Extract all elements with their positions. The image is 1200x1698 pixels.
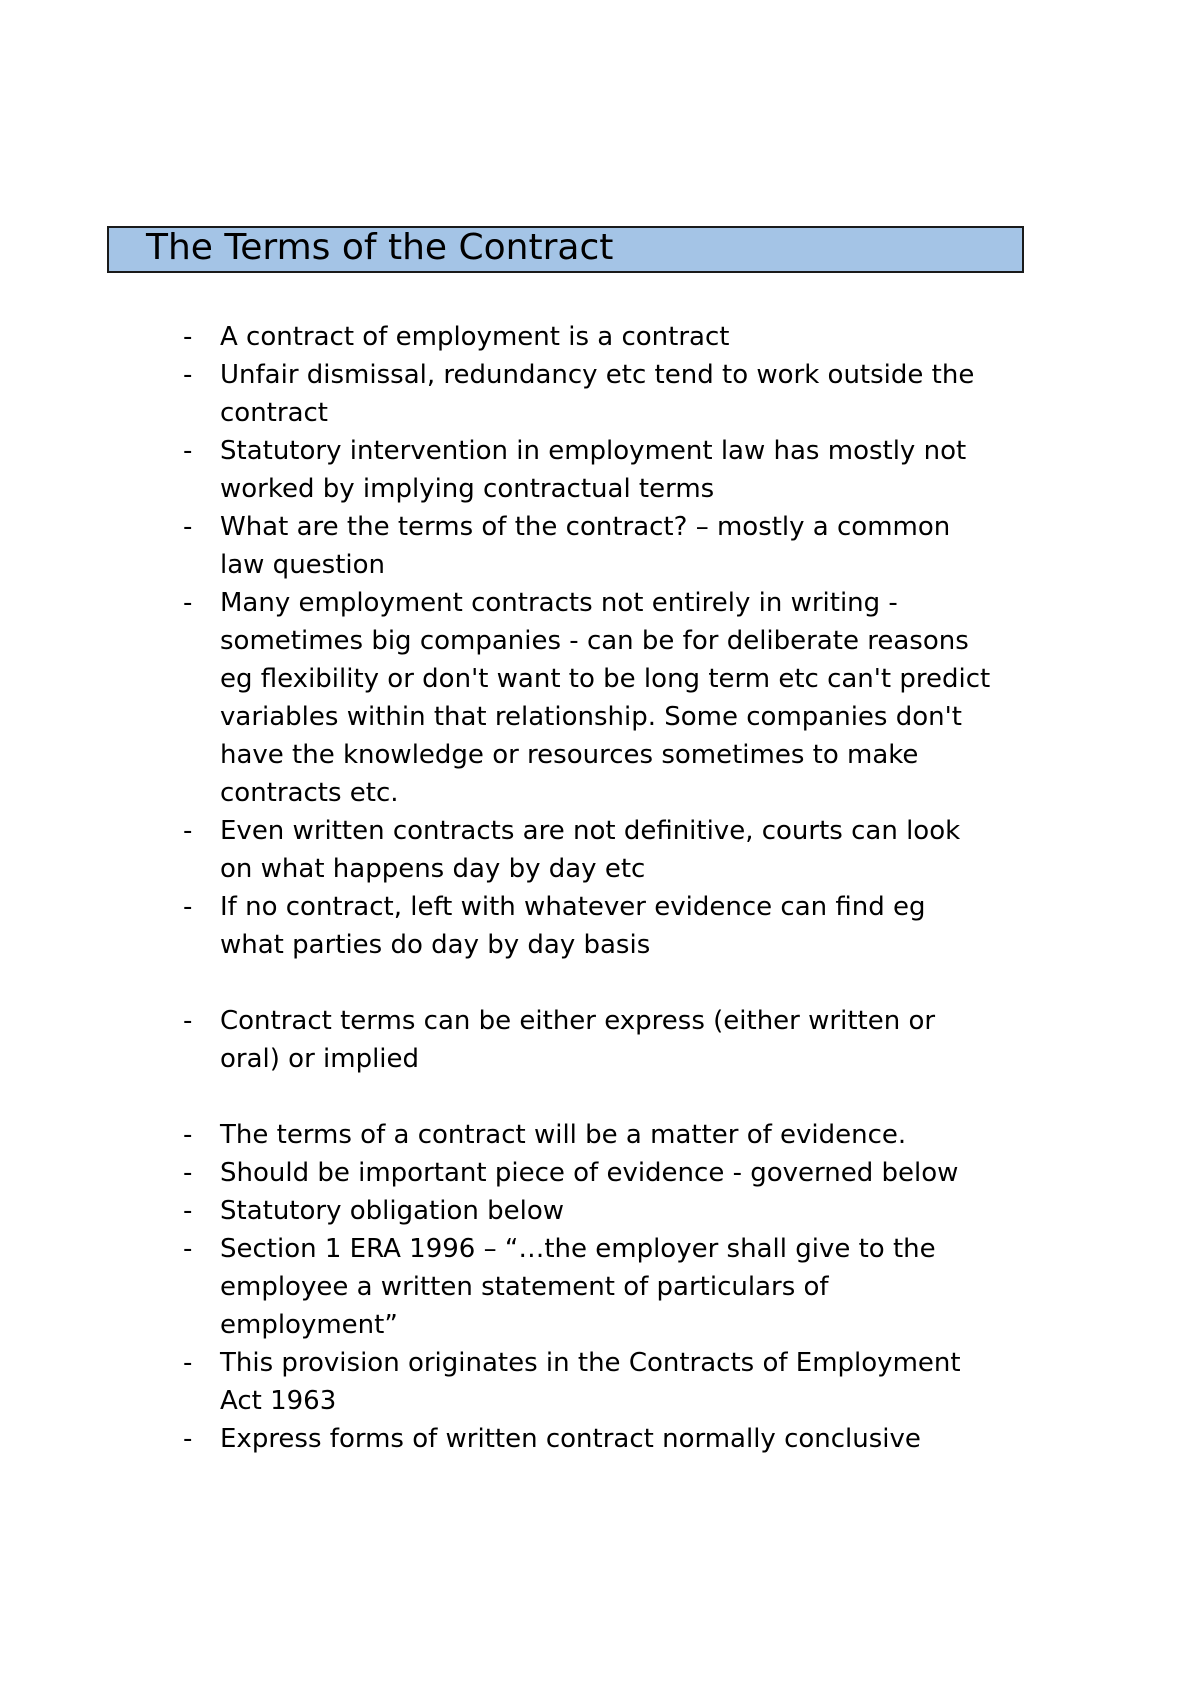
bullet-dash: - — [183, 1348, 193, 1378]
list-item-line: Statutory intervention in employment law has mostly not — [220, 436, 967, 466]
list-item — [183, 1420, 1083, 1458]
bullet-dash: - — [183, 360, 193, 390]
list-item-line: contracts etc. — [220, 778, 399, 808]
blank-line — [183, 1078, 1083, 1116]
page-title: The Terms of the Contract — [146, 227, 614, 268]
list-item — [183, 1344, 1083, 1420]
list-item — [183, 812, 1083, 888]
bullet-dash: - — [183, 816, 193, 846]
list-item-line: Should be important piece of evidence - governed below — [220, 1158, 959, 1188]
list-item-line: on what happens day by day etc — [220, 854, 646, 884]
list-item-line: Act 1963 — [220, 1386, 337, 1416]
list-item-line: Contract terms can be either express (either written or — [220, 1006, 936, 1036]
list-item-line: Many employment contracts not entirely in writing - — [220, 588, 898, 618]
list-item-line: Unfair dismissal, redundancy etc tend to work outside the — [220, 360, 975, 390]
list-item-line: Express forms of written contract normally conclusive — [220, 1424, 921, 1454]
bullet-dash: - — [183, 322, 193, 352]
bullet-dash: - — [183, 512, 193, 542]
list-item — [183, 432, 1083, 508]
list-item-line: Statutory obligation below — [220, 1196, 565, 1226]
list-item — [183, 508, 1083, 584]
list-item — [183, 888, 1083, 964]
bullet-dash: - — [183, 588, 193, 618]
list-item-line: employment” — [220, 1310, 398, 1340]
list-item-line: oral) or implied — [220, 1044, 420, 1074]
list-item — [183, 1192, 1083, 1230]
blank-line — [183, 964, 1083, 1002]
list-item-line: If no contract, left with whatever evidence can find eg — [220, 892, 926, 922]
list-item-line: Even written contracts are not definitive, courts can look — [220, 816, 961, 846]
list-item-line: A contract of employment is a contract — [220, 322, 730, 352]
bullet-dash: - — [183, 1006, 193, 1036]
title-banner — [107, 226, 1024, 273]
bullet-dash: - — [183, 1234, 193, 1264]
list-item-line: what parties do day by day basis — [220, 930, 651, 960]
bullet-dash: - — [183, 1424, 193, 1454]
bullet-list — [183, 318, 1083, 1458]
list-item-line: sometimes big companies - can be for deliberate reasons — [220, 626, 969, 656]
bullet-dash: - — [183, 892, 193, 922]
list-item-line: eg flexibility or don't want to be long term etc can't predict — [220, 664, 991, 694]
list-item-line: Section 1 ERA 1996 – “…the employer shall give to the — [220, 1234, 936, 1264]
list-item — [183, 584, 1083, 812]
list-item — [183, 318, 1083, 356]
list-item-line: The terms of a contract will be a matter of evidence. — [220, 1120, 907, 1150]
bullet-dash: - — [183, 1120, 193, 1150]
list-item-line: employee a written statement of particulars of — [220, 1272, 829, 1302]
list-item — [183, 1002, 1083, 1078]
list-item-line: What are the terms of the contract? – mostly a common — [220, 512, 951, 542]
list-item-line: contract — [220, 398, 328, 428]
list-item — [183, 1154, 1083, 1192]
list-item-line: law question — [220, 550, 386, 580]
list-item — [183, 1116, 1083, 1154]
list-item — [183, 356, 1083, 432]
list-item-line: worked by implying contractual terms — [220, 474, 715, 504]
bullet-dash: - — [183, 436, 193, 466]
list-item-line: have the knowledge or resources sometimes to make — [220, 740, 919, 770]
bullet-dash: - — [183, 1196, 193, 1226]
list-item-line: This provision originates in the Contracts of Employment — [220, 1348, 961, 1378]
list-item — [183, 1230, 1083, 1344]
bullet-dash: - — [183, 1158, 193, 1188]
list-item-line: variables within that relationship. Some companies don't — [220, 702, 962, 732]
